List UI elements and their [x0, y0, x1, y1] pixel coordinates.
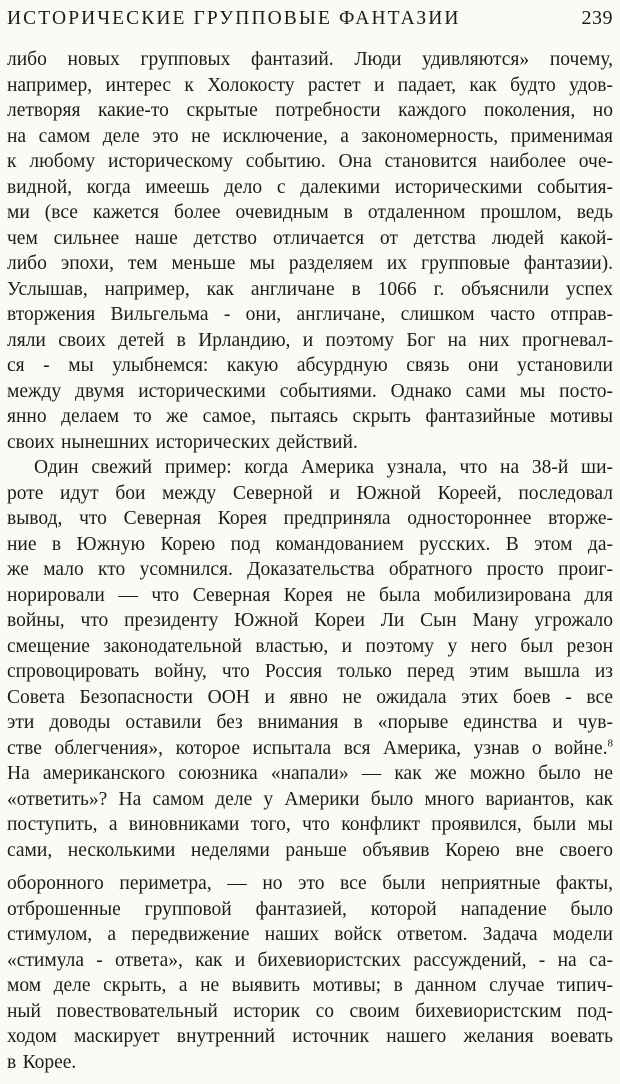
text-line: Один свежий пример: когда Америка узнала, что на 38-й ши- [34, 457, 613, 478]
text-line: стве облегчения», которое испытала вся Америка, узнав о войне.$^8$ [7, 737, 613, 759]
text-line: же мало кто усомнился. Доказательства обратного просто проиг- [7, 559, 613, 580]
text-line: видной, когда имеешь дело с далекими историческими события- [7, 176, 613, 198]
page-body [7, 47, 613, 1075]
text-line: ся - мы улыбнемся: какую абсурдную связь они установили [7, 355, 613, 376]
paragraph [7, 455, 613, 863]
text-line: либо эпохи, тем меньше мы разделяем их групповые фантазии). [7, 253, 613, 274]
running-head-title: ИСТОРИЧЕСКИЕ ГРУППОВЫЕ ФАНТАЗИИ [7, 8, 461, 29]
paragraph [7, 871, 613, 1075]
text-line: эти доводы оставили без внимания в «порыве единства и чув- [7, 712, 613, 733]
text-line: ние в Южную Корею под командованием русских. В этом да- [7, 533, 613, 555]
text-line: «стимула - ответа», как и бихевиористских рассуждений, - на са- [7, 949, 613, 971]
text-line: в Корее. [7, 1051, 77, 1073]
text-line: Услышав, например, как англичане в 1066 г. объяснили успех [7, 278, 613, 300]
text-line: «ответить»? На самом деле у Америки было много вариантов, как [7, 788, 613, 810]
text-line: стимулом, а передвижение наших войск ответом. Задача модели [7, 924, 613, 945]
text-line: к любому историческому событию. Она становится наиболее оче- [7, 151, 613, 172]
text-line: чем сильнее наше детство отличается от детства людей какой- [7, 227, 613, 249]
text-line: поступить, а виновниками того, что конфликт проявился, были мы [7, 814, 613, 835]
page-header [7, 6, 613, 31]
text-line: Совета Безопасности ООН и явно не ожидала этих боев - все [7, 686, 613, 708]
text-line: ляли своих детей в Ирландию, и поэтому Бог на них прогневал- [7, 329, 613, 351]
paragraph [7, 47, 613, 455]
text-line: роте идут бои между Северной и Южной Кореей, последовал [7, 482, 613, 504]
footnote-ref: 8 [607, 737, 613, 749]
text-line: войны, что президенту Южной Кореи Ли Сын Ману угрожало [7, 610, 613, 631]
text-line: вторжения Вильгельма - они, англичане, слишком часто отправ- [7, 304, 613, 325]
text-line: На американского союзника «напали» — как же можно было не [7, 763, 613, 784]
text-line: смещение законодательной властью, и поэтому у него был резон [7, 635, 613, 657]
text-line: ходом маскирует внутренний источник нашего желания воевать [7, 1026, 613, 1047]
page-number: 239 [581, 7, 613, 29]
text-line: либо новых групповых фантазий. Люди удивляются» почему, [7, 49, 613, 70]
text-line: янно делаем то же самое, пытаясь скрыть фантазийные мотивы [7, 406, 613, 427]
text-line: норировали — что Северная Корея не была мобилизирована для [7, 584, 613, 606]
text-line: ми (все кажется более очевидным в отдаленном прошлом, ведь [7, 202, 613, 223]
text-line: отброшенные групповой фантазией, которой нападение было [7, 898, 613, 920]
text-line: вывод, что Северная Корея предприняла одностороннее вторже- [7, 508, 613, 529]
text-line: своих нынешних исторических действий. [7, 431, 358, 453]
text-line: спровоцировать войну, что Россия только перед этим вышла из [7, 661, 613, 682]
text-line: оборонного периметра, — но это все были неприятные факты, [7, 873, 613, 894]
text-line: между двумя историческими событиями. Однако сами мы посто- [7, 380, 613, 402]
text-line: ный повествовательный историк со своим бихевиористским под- [7, 1000, 613, 1022]
text-line: мом деле скрыть, а не выявить мотивы; в данном случае типич- [7, 975, 613, 996]
text-line: сами, несколькими неделями раньше объявив Корею вне своего [7, 839, 613, 861]
text-line: летворяя какие-то скрытые потребности каждого поколения, но [7, 100, 613, 121]
text-line: например, интерес к Холокосту растет и падает, как будто удов- [7, 74, 613, 96]
text-line: на самом деле это не исключение, а закономерность, применимая [7, 125, 613, 147]
